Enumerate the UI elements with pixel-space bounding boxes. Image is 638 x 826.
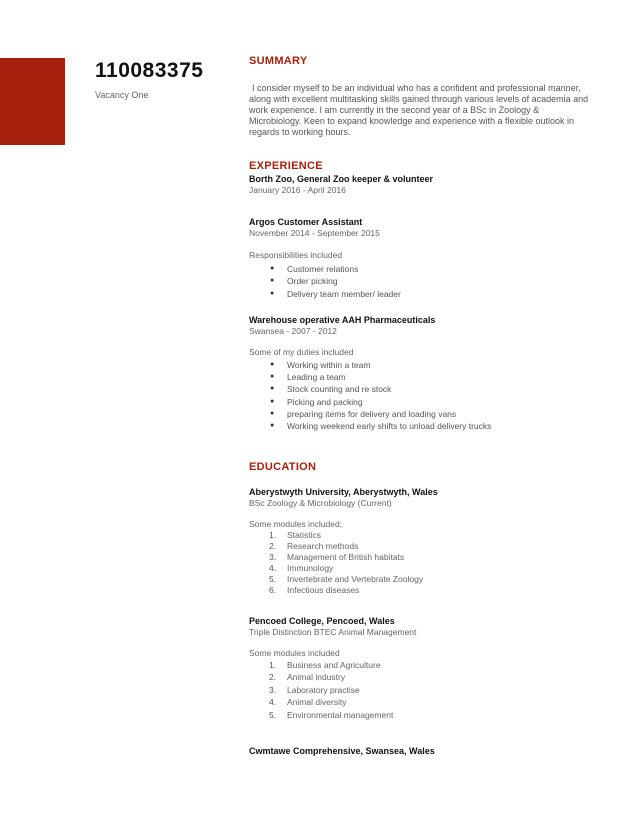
school-entry	[249, 746, 589, 757]
responsibility-list	[249, 263, 589, 300]
list-item: 5. Invertebrate and Vertebrate Zoology	[269, 573, 424, 584]
bullet-icon: ●	[270, 265, 275, 272]
module-list	[249, 659, 589, 722]
list-item: ● Picking and packing	[270, 396, 363, 407]
job-title: Argos Customer Assistant	[249, 217, 363, 227]
bullet-icon: ●	[270, 397, 275, 405]
school-entry	[249, 487, 589, 596]
education-heading: EDUCATION	[249, 460, 317, 473]
bullet-icon: ●	[270, 385, 275, 393]
bullet-icon: ●	[270, 277, 275, 285]
list-item: ● Working weekend early shifts to unload delivery trucks	[270, 421, 492, 432]
bullet-icon: ●	[270, 360, 275, 368]
job-intro: Responsibilities included	[249, 250, 343, 260]
module-list	[249, 530, 589, 596]
list-item: 3. Management of British habitats	[269, 551, 405, 562]
resume-main	[249, 56, 589, 757]
school-title: Pencoed College, Pencoed, Wales	[249, 615, 395, 626]
list-item: 2. Animal industry	[269, 672, 346, 683]
list-item: ● Leading a team	[270, 372, 346, 383]
job-title: Borth Zoo, General Zoo keeper & volunteer	[249, 174, 434, 184]
list-item: ● Delivery team member/ leader	[270, 288, 401, 299]
vacancy-label: Vacancy One	[95, 90, 149, 100]
summary-heading: SUMMARY	[249, 55, 308, 67]
job-entry	[249, 315, 589, 433]
modules-intro: Some modules included	[249, 647, 340, 658]
duty-list	[249, 359, 589, 433]
job-intro: Some of my duties included	[249, 346, 354, 357]
experience-heading: EXPERIENCE	[249, 160, 323, 172]
school-course: BSc Zoology & Microbiology (Current)	[249, 497, 392, 508]
job-title: Warehouse operative AAH Pharmaceuticals	[249, 314, 436, 325]
bullet-icon: ●	[270, 410, 275, 418]
school-course: Triple Distinction BTEC Animal Management	[249, 626, 417, 637]
bullet-icon: ●	[270, 422, 275, 430]
job-dates: November 2014 - September 2015	[249, 228, 380, 238]
modules-intro: Some modules included;	[249, 518, 343, 529]
list-item: 3. Laboratory practise	[269, 684, 360, 695]
job-dates: Swansea - 2007 - 2012	[249, 325, 337, 336]
list-item: 1. Statistics	[269, 529, 322, 540]
job-dates: January 2016 - April 2016	[249, 185, 346, 195]
school-title: Cwmtawe Comprehensive, Swansea, Wales	[249, 746, 435, 757]
list-item: 2. Research methods	[269, 540, 359, 551]
candidate-id: 110083375	[95, 59, 204, 82]
list-item: ● preparing items for delivery and loading vans	[270, 409, 457, 420]
list-item: 5. Environmental management	[269, 709, 394, 720]
list-item: 4. Immunology	[269, 562, 334, 573]
accent-block	[0, 58, 65, 145]
list-item: 4. Animal diversity	[269, 697, 347, 708]
list-item: ● Order picking	[270, 276, 338, 287]
list-item: ● Stock counting and re stock	[270, 384, 392, 395]
bullet-icon: ●	[270, 289, 275, 297]
job-entry	[249, 174, 589, 196]
bullet-icon: ●	[270, 373, 275, 381]
list-item: 6. Infectious diseases	[269, 584, 360, 595]
job-entry	[249, 217, 589, 300]
school-entry	[249, 616, 589, 722]
summary-text: I consider myself to be an individual who has a confident and professional manner, along with excellent multitasking skills gained through various levels of academia and work experience. I am currently in the second year of a BSc in Zoology & Microbiology. Keen to expand knowledge and experience with a flexible outlook in regards to working hours.	[249, 83, 589, 137]
list-item: ● Customer relations	[270, 264, 359, 274]
list-item: ● Working within a team	[270, 359, 371, 370]
school-title: Aberystwyth University, Aberystwyth, Wales	[249, 486, 438, 497]
list-item: 1. Business and Agriculture	[269, 659, 381, 670]
